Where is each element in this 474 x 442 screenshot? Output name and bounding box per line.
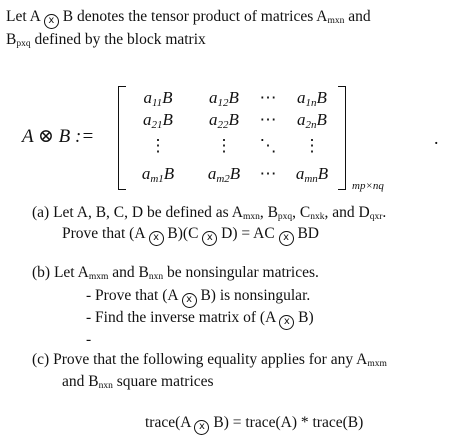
part-a-line-1: (a) Let A, B, C, D be defined as $A_{mxn}$, $B_{pxq}$, $C_{nxk}$, and $D_{qxr}$. [32, 204, 387, 222]
matrix-cell: ⋯ [259, 110, 277, 129]
otimes-icon: x [279, 315, 294, 330]
intro-text: defined by the block matrix [30, 31, 206, 48]
intro-text: B denotes the tensor product of matrices A [62, 8, 328, 25]
part-a-line-2: Prove that (A x B)(C x D) = AC x BD [62, 225, 319, 246]
otimes-icon: x [279, 231, 294, 246]
matrix-cell: $a_{22}B$ [209, 110, 239, 131]
equation-period: . [434, 128, 439, 148]
otimes-icon: x [182, 293, 197, 308]
intro-text: B [6, 31, 17, 48]
part-c-line-2: and $B_{nxn}$ square matrices [62, 373, 214, 391]
part-c-line-1: (c) Prove that the following equality applies for any $A_{mxm}$ [32, 351, 387, 369]
matrix-cell: ⋱ [259, 136, 277, 155]
intro-line-2 [6, 31, 206, 50]
otimes-icon: x [194, 420, 209, 435]
matrix-cell: $a_{mn}B$ [295, 164, 329, 185]
matrix-cell: $a_{m1}B$ [141, 164, 175, 185]
otimes-icon: x [202, 231, 217, 246]
subscript: pxq [16, 39, 31, 49]
matrix-cell: ⋮ [303, 136, 321, 155]
left-bracket [118, 86, 126, 190]
otimes-icon: x [149, 231, 164, 246]
intro-text: and [344, 8, 371, 25]
matrix-cell: $a_{2n}B$ [297, 110, 327, 131]
intro-text: Let A [6, 8, 41, 25]
matrix-cell: ⋯ [259, 88, 277, 107]
part-c-formula: trace(A x B) = trace(A) * trace(B) [145, 414, 363, 435]
matrix-cell: ⋮ [149, 136, 167, 155]
part-b-line-4: - [86, 331, 92, 348]
otimes-icon: x [44, 14, 59, 29]
matrix-cell: $a_{12}B$ [209, 88, 239, 109]
matrix-cell: ⋮ [215, 136, 233, 155]
matrix-cell: ⋯ [259, 164, 277, 183]
part-b-line-1: (b) Let $A_{mxm}$ and $B_{nxn}$ be nonsingular matrices. [32, 264, 319, 282]
part-b-line-3: - Find the inverse matrix of (A x B) [86, 309, 314, 330]
equation-lhs: A ⊗ B := [22, 126, 95, 147]
matrix-size-subscript: mp×nq [352, 180, 384, 192]
block-matrix [118, 86, 346, 190]
matrix-cell: $a_{1n}B$ [297, 88, 327, 109]
part-b-line-2: - Prove that (A x B) is nonsingular. [86, 287, 310, 308]
matrix-cell: $a_{m2}B$ [207, 164, 241, 185]
subscript: mxn [327, 16, 345, 26]
matrix-cell: $a_{11}B$ [143, 88, 173, 109]
intro-line-1 [6, 8, 371, 29]
matrix-cell: $a_{21}B$ [143, 110, 173, 131]
